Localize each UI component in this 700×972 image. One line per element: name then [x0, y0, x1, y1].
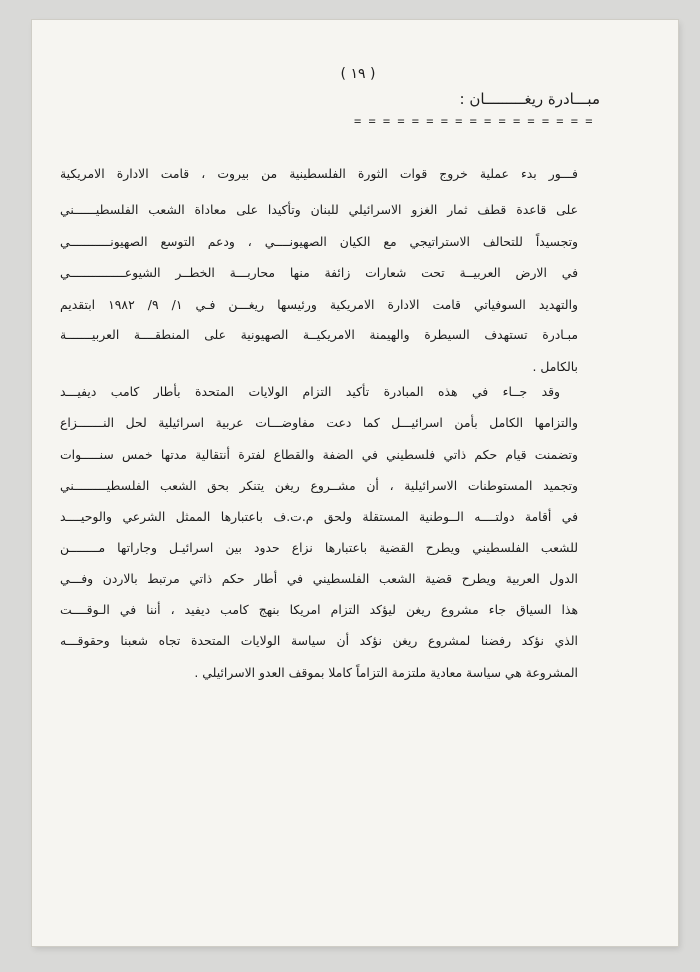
paragraph-2-line: وقد جــاء في هذه المبادرة تأكيد التزام الولايات المتحدة بأطار كامب ديفيـــد: [60, 384, 560, 399]
paragraph-1-line: فـــور بدء عملية خروج قوات الثورة الفلسطينية من بيروت ، قامت الادارة الامريكية: [60, 166, 578, 181]
paragraph-1-line: في الارض العربيــة تحت شعارات زائفة منها محاربـــة الخطــر الشيوعـــــــــــــــي: [60, 265, 578, 280]
paragraph-2-line: في أقامة دولتــــه الــوطنية المستقلة ولحق م.ت.ف باعتبارها الممثل الشرعي والوحيــــد: [60, 509, 578, 524]
paragraph-1-line: مبـادرة تستهدف السيطرة والهيمنة الامريكيــة الصهيونية على المنطقــــة العربيـــــــة: [60, 327, 578, 342]
paragraph-2-line: هذا السياق جاء مشروع ريغن ليؤكد التزام امريكا بنهج كامب ديفيد ، أننا في الـوقــــت: [60, 602, 578, 617]
paragraph-2-line: وتجميد المستوطنات الاسرائيلية ، أن مشــروع ريغن يتنكر بحق الشعب الفلسطيـــــــــني: [60, 478, 578, 493]
paragraph-1-line: وتجسيداً للتحالف الاستراتيجي مع الكيان الصهيونــــي ، ودعم التوسع الصهيونـــــــــــي: [60, 234, 578, 249]
heading-underline: = = = = = = = = = = = = = = = = =: [354, 114, 593, 128]
paragraph-2-line: الدول العربية ويطرح قضية الشعب الفلسطيني في أطار حكم ذاتي مرتبط بالاردن وفـــي: [60, 571, 578, 586]
paragraph-2-line: الذي نؤكد رفضنا لمشروع ريغن نؤكد أن سياسة الولايات المتحدة تجاه شعبنا وحقوقـــه: [60, 633, 578, 648]
paragraph-1-line: والتهديد السوفياتي قامت الادارة الامريكية ورئيسها ريغـــن فـي ١/ ٩/ ١٩٨٢ ابتقديم: [60, 297, 578, 312]
paragraph-2-line: المشروعة هي سياسة معادية ملتزمة التزاماً كاملا بموقف العدو الاسرائيلي .: [194, 665, 578, 680]
paragraph-1-line: بالكامل .: [532, 359, 578, 374]
paragraph-2-line: والتزامها الكامل بأمن اسرائيـــل كما دعت مفاوضـــات عربية اسرائيلية لحل النـــــــزاع: [60, 415, 578, 430]
document-heading: مبـــادرة ريغـــــــــان :: [459, 90, 600, 108]
paragraph-1-line: على قاعدة قطف ثمار الغزو الاسرائيلي للبنان وتأكيدا على معاداة الشعب الفلسطيــــــني: [60, 202, 578, 217]
paragraph-2-line: وتضمنت قيام حكم ذاتي فلسطيني في الضفة والقطاع لفترة أنتقالية مدتها خمس سنـــــوات: [60, 447, 578, 462]
paragraph-2-line: للشعب الفلسطيني ويطرح القضية باعتبارها نزاع حدود بين اسرائيـل وجاراتها مــــــــن: [60, 540, 578, 555]
page-number: ( ١٩ ): [340, 66, 376, 82]
